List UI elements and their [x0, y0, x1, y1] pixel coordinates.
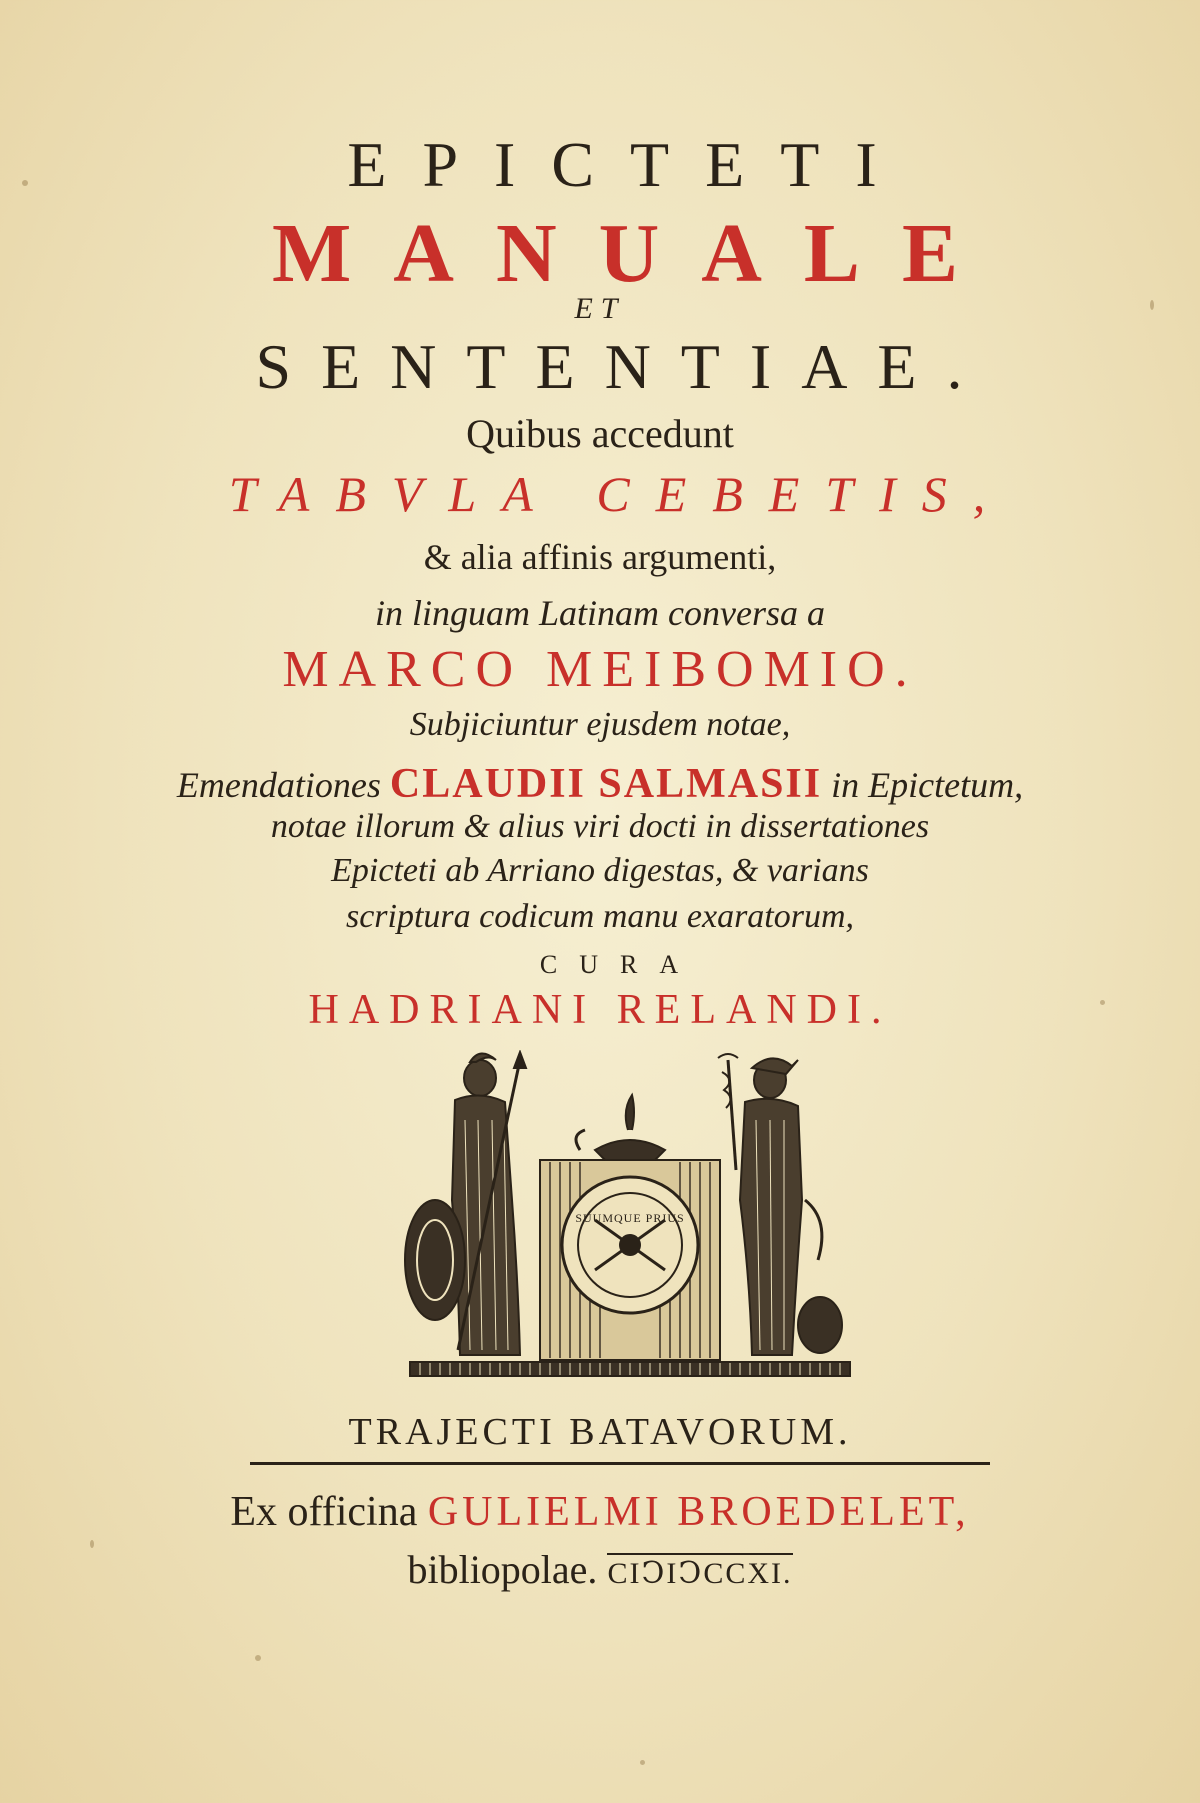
imprint-bibliopolae-line [0, 1546, 1200, 1593]
emblem-motto: SUUMQUE PRIUS [575, 1211, 685, 1225]
epicteti-arriano-line: Epicteti ab Arriano digestas, & varians [331, 852, 869, 889]
emendationes-prefix: Emendationes [176, 765, 381, 805]
emendationes-suffix: in Epictetum, [831, 765, 1024, 805]
salmasius-name: CLAUDII SALMASII [389, 761, 823, 807]
title-sententiae: SENTENTIAE. [255, 331, 993, 402]
subtitle-quibus-accedunt: Quibus accedunt [466, 411, 734, 456]
subtitle-tabula-cebetis: TABVLA CEBETIS, [228, 466, 1012, 522]
scriptura-line: scriptura codicum manu exaratorum, [345, 898, 855, 935]
imprint-place: TRAJECTI BATAVORUM. [348, 1411, 852, 1453]
title-et: ET [574, 292, 626, 325]
translator-name: MARCO MEIBOMIO. [282, 641, 918, 698]
officina-prefix: Ex officina [230, 1489, 418, 1535]
foxing-spot [90, 1540, 94, 1548]
foxing-spot [640, 1760, 645, 1765]
subtitle-alia-affinis: & alia affinis argumenti, [423, 537, 777, 577]
title-manuale: MANUALE [272, 207, 1000, 300]
notae-line: notae illorum & alius viri docti in dissertationes [270, 808, 930, 845]
cura-label: CURA [539, 950, 701, 979]
bibliopolae-label: bibliopolae. [407, 1547, 598, 1592]
emendationes-line [0, 760, 1200, 808]
subtitle-in-linguam: in linguam Latinam conversa a [375, 593, 825, 633]
foxing-spot [1100, 1000, 1105, 1005]
title-epicteti: EPICTETI [347, 129, 913, 200]
printer-name: GULIELMI BROEDELET, [427, 1489, 970, 1535]
foxing-spot [255, 1655, 261, 1661]
imprint-rule [250, 1462, 990, 1465]
subtitle-subjiciuntur: Subjiciuntur ejusdem notae, [409, 706, 791, 743]
imprint-year: CIↃIↃCCXI. [607, 1553, 792, 1590]
printer-emblem-engraving [400, 1050, 860, 1385]
foxing-spot [22, 180, 28, 186]
imprint-officina-line [0, 1488, 1200, 1536]
editor-name: HADRIANI RELANDI. [308, 987, 892, 1033]
foxing-spot [1150, 300, 1154, 310]
